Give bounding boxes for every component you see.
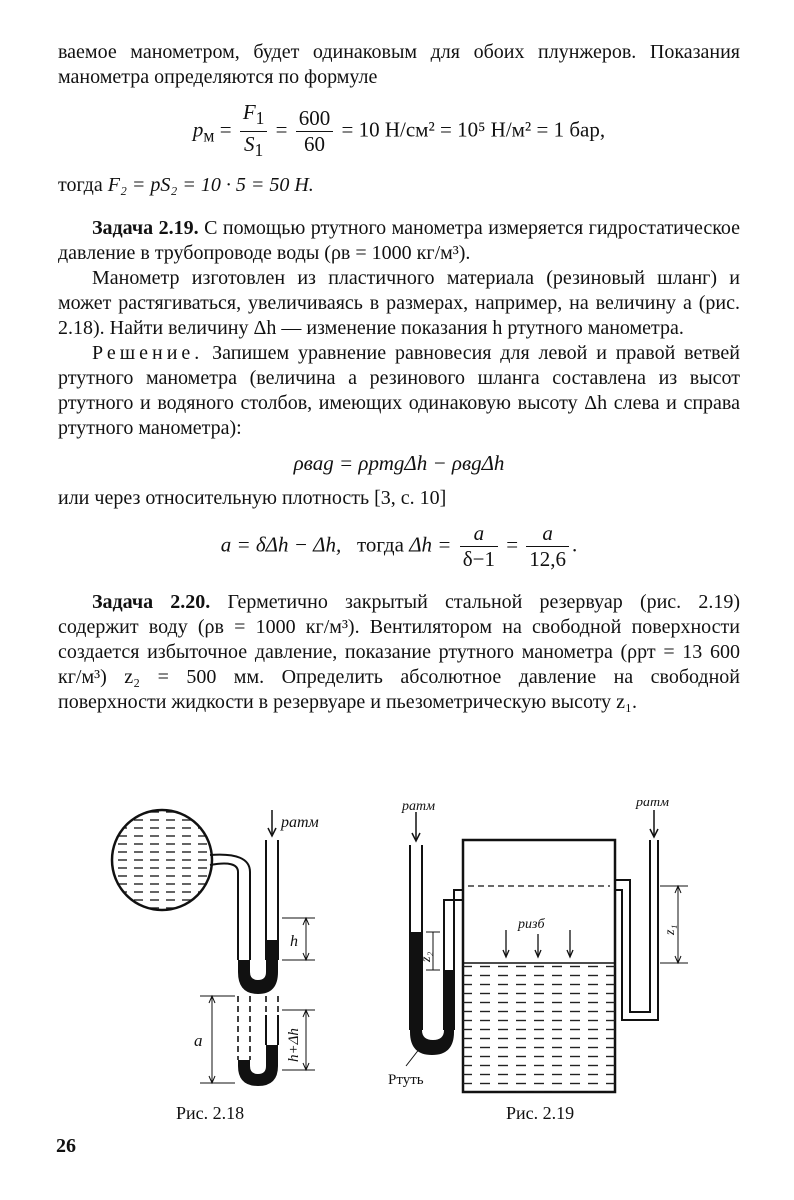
fraction-den-s: S <box>243 132 255 157</box>
figure-2-18-drawing <box>100 800 340 1095</box>
tank-water <box>463 963 615 1092</box>
fraction-a-delta <box>460 521 498 572</box>
fraction-den-sub: 1 <box>254 140 264 161</box>
formula-manometer <box>58 100 740 163</box>
task-2-19-statement <box>58 216 740 266</box>
h-label: h <box>290 933 298 950</box>
figure-2-18-caption: Рис. 2.18 <box>176 1103 245 1123</box>
piezometer-tube <box>615 840 658 1020</box>
force-formula: F₂ = pS₂ = 10 · 5 = 50 Н. <box>107 174 314 197</box>
fraction-num-a2: a <box>526 521 569 547</box>
solution-text: Запишем уравнение равновесия для левой и правой ветвей ртутного манометра (величина a резинового шланга составлена из высот ртутного и водяного столбов, имеющих одинаковую высоту Δh слева и справа ртутного манометра): <box>58 342 741 440</box>
fraction-a-12-6 <box>526 521 569 572</box>
then-word: тогда <box>58 174 103 197</box>
mercury-label: Ртуть <box>388 1072 424 1088</box>
delta-h-period: . <box>572 532 578 557</box>
formula-result: = 10 Н/см² = 10⁵ Н/м² = 1 бар, <box>341 117 606 142</box>
figure-2-19-caption: Рис. 2.19 <box>506 1103 575 1123</box>
equilibrium-equation: ρвag = ρртgΔh − ρвgΔh <box>293 451 505 476</box>
fraction-600-60 <box>296 106 334 157</box>
task-2-19-label: Задача 2.19. <box>92 217 199 240</box>
mercury-u-tube <box>410 932 454 1055</box>
task-2-20-label: Задача 2.20. <box>92 591 211 614</box>
fraction-den-delta: δ−1 <box>462 547 495 572</box>
a-label: a <box>194 1031 203 1050</box>
delta-h-formula <box>58 521 740 572</box>
page-number: 26 <box>56 1135 76 1157</box>
fraction-den-12-6: 12,6 <box>529 547 567 572</box>
p-atm-left-label: pатм <box>402 800 436 814</box>
relative-density-line: или через относительную плотность [3, с. 10] <box>58 487 447 510</box>
p-izb-label: pизб <box>518 917 545 932</box>
mercury-upper <box>238 940 278 994</box>
h-plus-dh-label: h+Δh <box>286 1028 302 1062</box>
page-text <box>58 40 740 715</box>
task-2-20-text: Герметично закрытый стальной резервуар (рис. 2.19) содержит воду (ρв = 1000 кг/м³). Вентилятором на свободной поверхности создается избыточное давление, показание ртутного манометра (ρрт = 13 600 кг/м³) z₂ = 500 мм. Определить абсолютное давление на свободной поверхности жидкости в резервуаре и пьезометрическую высоту z₁. <box>58 591 740 714</box>
figure-2-18 <box>100 800 340 1100</box>
fraction-num-sub: 1 <box>255 108 265 129</box>
fraction-f1-s1 <box>240 100 268 163</box>
formula-eq2: = <box>275 117 288 142</box>
delta-h-then: тогда <box>356 532 404 557</box>
task-2-19-solution <box>58 341 740 441</box>
delta-h-left: a = δΔh − Δh, <box>220 532 342 557</box>
p-atm-right-label: pатм <box>636 800 670 810</box>
task-2-19-text: С помощью ртутного манометра измеряется гидростатическое давление в трубопроводе воды (ρв = 1000 кг/м³). <box>58 217 741 265</box>
figure-2-19 <box>388 800 698 1100</box>
delta-h-eq: = <box>506 532 519 557</box>
delta-h-lhs: Δh = <box>409 532 452 557</box>
fraction-num-600: 600 <box>296 106 334 132</box>
fraction-num-a1: a <box>460 521 498 547</box>
p-atm-label: pатм <box>281 814 319 831</box>
fraction-num-f: F <box>242 100 256 124</box>
fraction-den-60: 60 <box>303 132 325 157</box>
intro-force-line <box>58 173 740 198</box>
figure-2-19-drawing <box>388 800 698 1095</box>
z2-label: z₂ <box>419 951 434 962</box>
solution-label: Решение. <box>92 342 204 365</box>
pipe-circle <box>112 810 212 910</box>
intro-paragraph: ваемое манометром, будет одинаковым для обоих плунжеров. Показания манометра определяются по формуле <box>58 41 740 88</box>
task-2-20-statement <box>58 590 740 715</box>
formula-eq1: = <box>219 117 232 142</box>
mercury-lower <box>238 1045 278 1086</box>
task-2-19-paragraph-2: Манометр изготовлен из пластичного материала (резиновый шланг) и может растягиваться, увеличиваясь в размерах, например, на величину a (рис. 2.18). Найти величину Δh — изменение показания h ртутного манометра. <box>58 267 740 340</box>
formula-lhs-sub: м <box>203 125 215 146</box>
formula-lhs: p <box>192 117 204 142</box>
z1-label: z₁ <box>663 924 678 935</box>
